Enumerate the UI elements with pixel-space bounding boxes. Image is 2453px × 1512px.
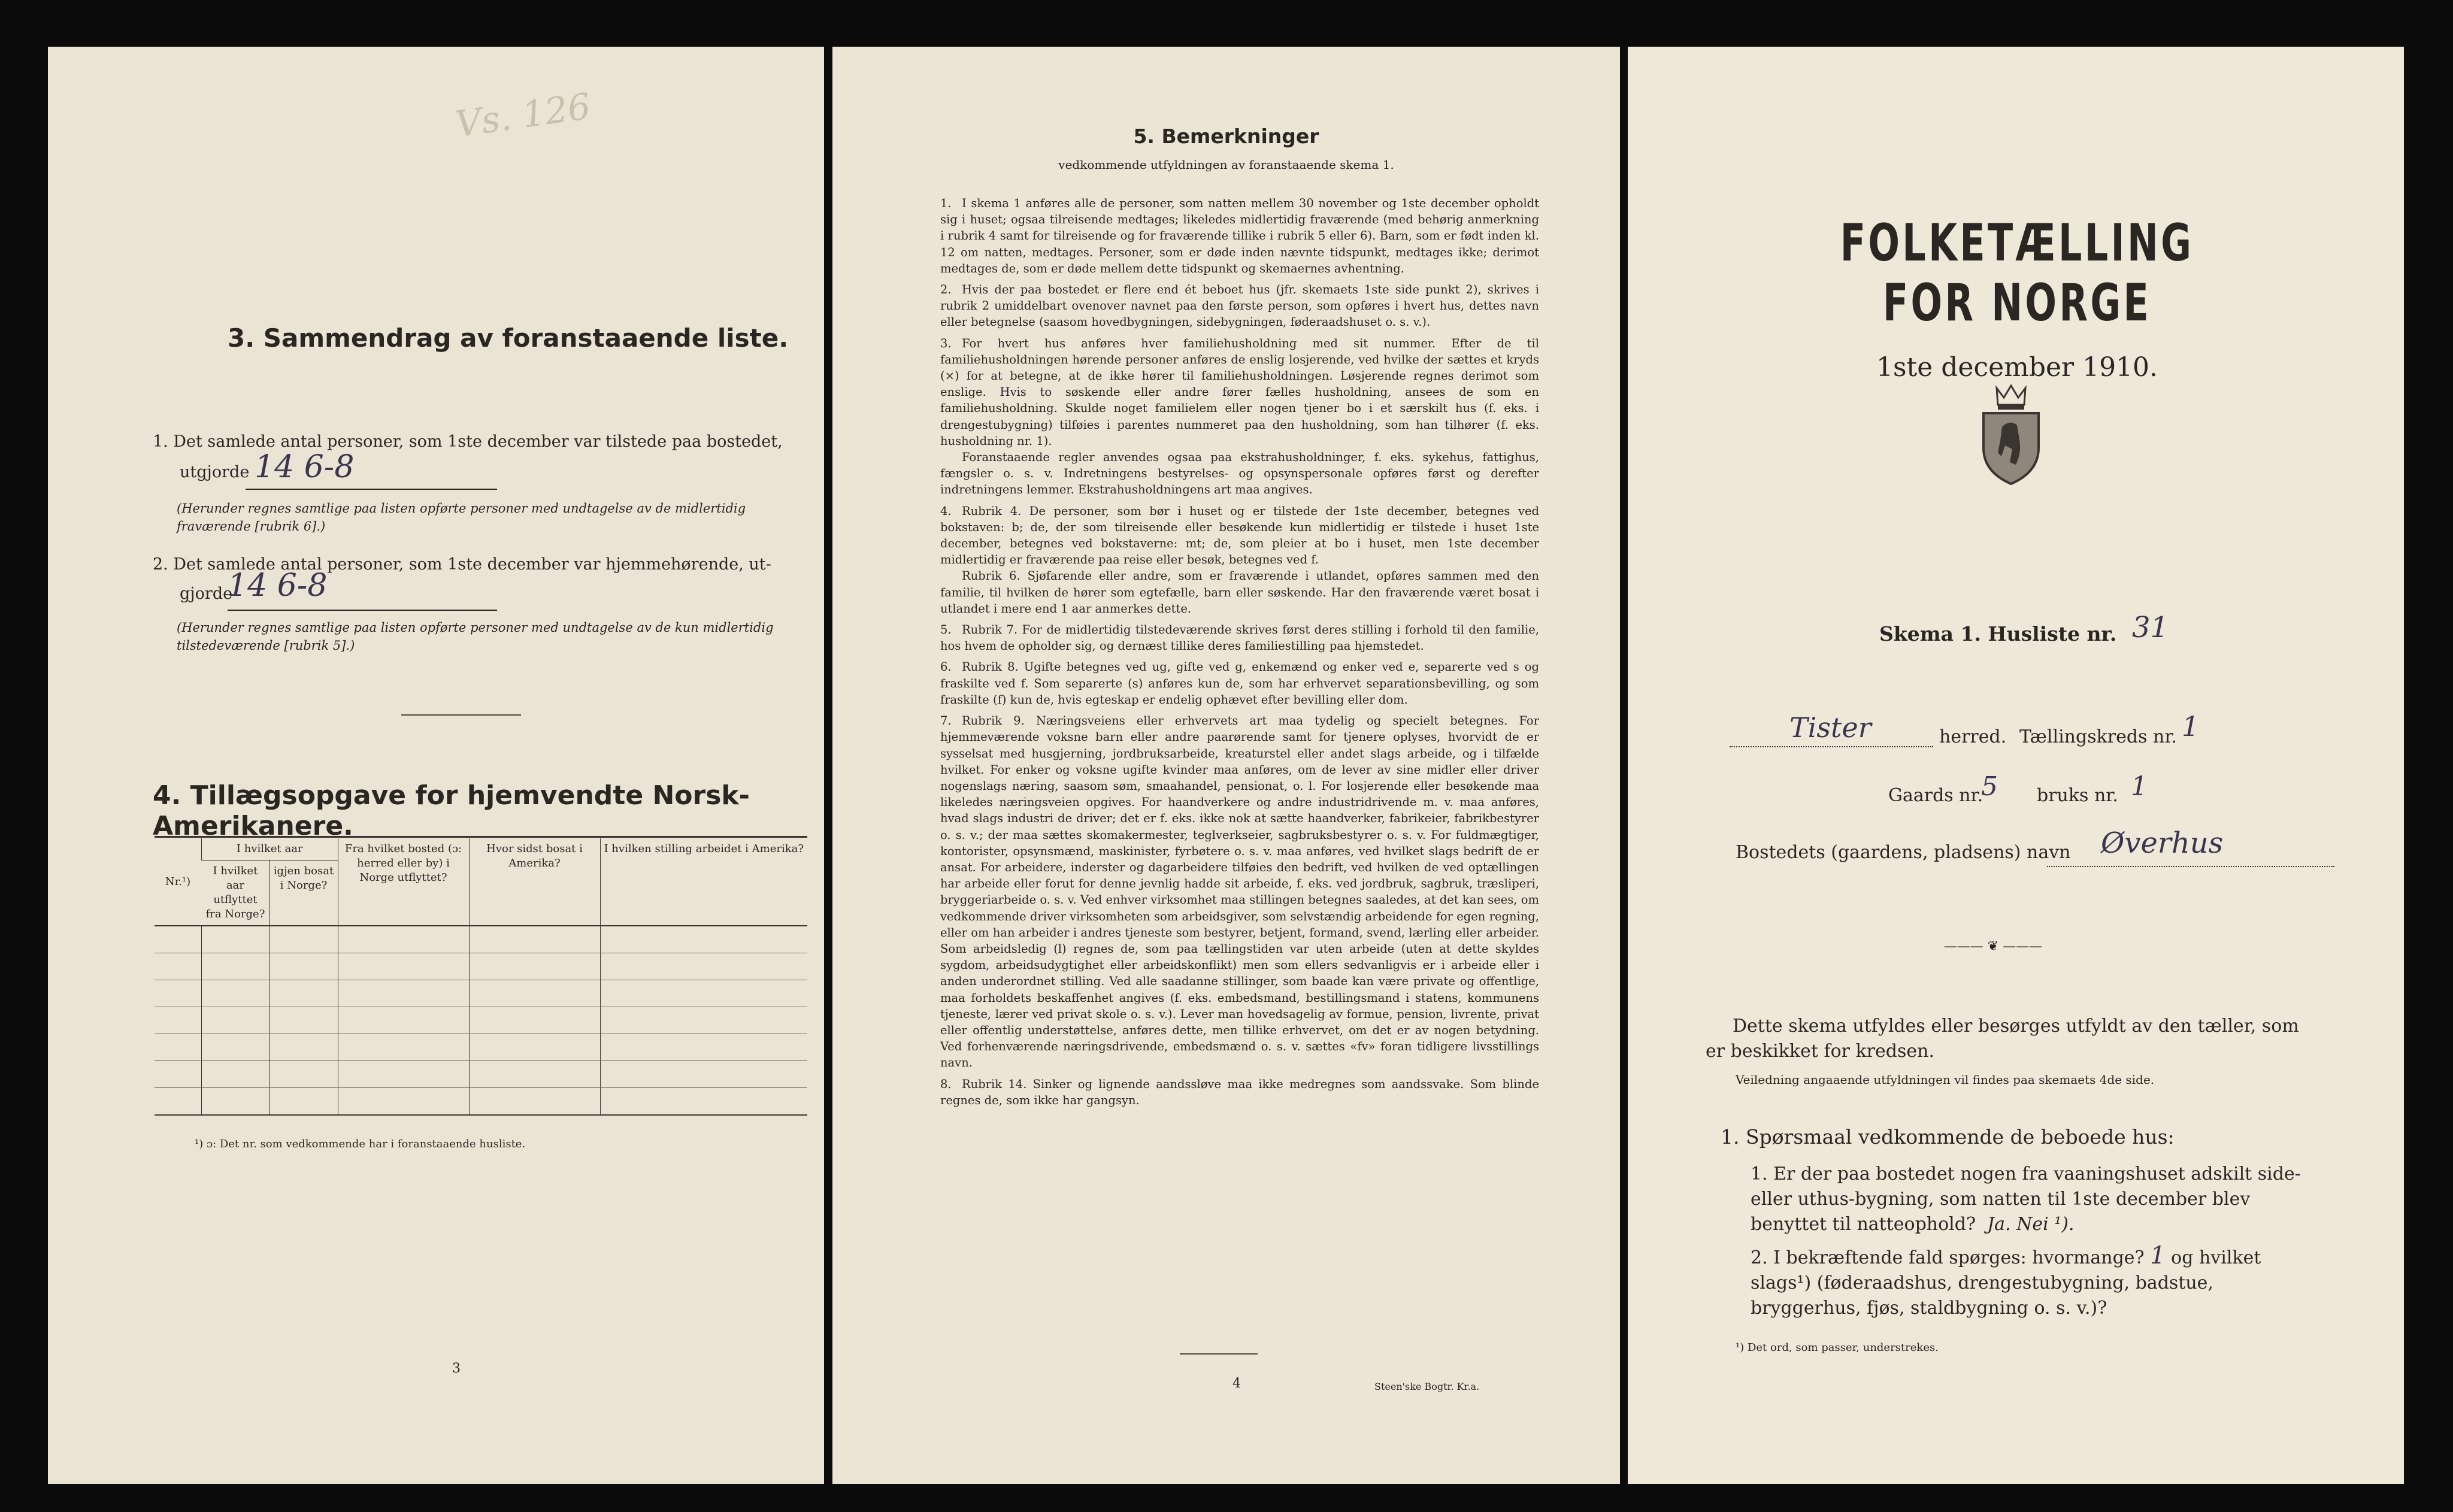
page-right — [1628, 47, 2404, 1484]
paragraph-2: 2. Hvis der paa bostedet er flere end ét beboet hus (jfr. skemaets 1ste side punkt 2), skrives i rubrik 2 umiddelbart ovenover navnet paa den første person, som opføres i hvert hus, dettes navn eller betegnelse (saasom hovedbygningen, sidebygningen, føderaadshuset o. s. v.). — [940, 283, 1539, 329]
paragraph-1: 1. I skema 1 anføres alle de personer, som natten mellem 30 november og 1ste december opholdt sig i huset; ogsaa tilreisende medtages; likeledes midlertidig fraværende (med behørig anmerkning i rubrik 4 samt for tilreisende og for fraværende tillike i rubrik 5 eller 6). Barn, som er født inden kl. 12 om natten, medtages. Personer, som er døde inden nævnte tidspunkt, medtages ikke; derimot medtages de, som er døde mellem dette tidspunkt og skemaernes avhentning. — [940, 196, 1539, 275]
item-1-value: 14 6-8 — [255, 449, 355, 485]
col-group-aar: I hvilket aar — [202, 838, 338, 860]
bemerkninger-body — [940, 195, 1539, 1108]
paragraph-3b: Foranstaaende regler anvendes ogsaa paa ekstrahusholdninger, f. eks. sykehus, fattighus, fængsler o. s. v. Indretningens bestyrelses- og opsynspersonale opføres først og derefter indretningens lemmer. Ekstrahusholdningens art maa angives. — [940, 450, 1539, 497]
table-row — [155, 980, 807, 1007]
q2-count: 1 — [2150, 1242, 2166, 1269]
item-2-prefix: gjorde — [180, 584, 233, 603]
schema-label: Skema 1. Husliste nr. — [1879, 622, 2117, 646]
question-2: 2. I bekræftende fald spørges: hvormange? 1 og hvilket slags¹) (føderaadshus, drengestubygning, badstue, bryggerhus, fjøs, staldbygning o. s. v.)? — [1751, 1242, 2261, 1319]
gaards-label: Gaards nr. — [1888, 785, 1983, 806]
herred-value: Tister — [1789, 711, 1871, 744]
table-row — [155, 1034, 807, 1061]
col-nr: Nr.¹) — [155, 838, 202, 926]
bemerkninger-subtitle: vedkommende utfyldningen av foranstaaende skema 1. — [1058, 157, 1394, 172]
intro-text: Dette skema utfyldes eller besørges utfyldt av den tæller, som er beskikket for kredsen. — [1706, 1016, 2299, 1062]
bruks-label: bruks nr. — [2037, 785, 2118, 806]
tellingskreds-value: 1 — [2182, 710, 2200, 743]
norway-coat-of-arms-icon — [1975, 382, 2047, 487]
col-stilling-amerika: I hvilken stilling arbeidet i Amerika? — [600, 838, 807, 926]
bosted-line — [2047, 866, 2334, 867]
herred-line — [1730, 746, 1933, 747]
bemerkninger-title: 5. Bemerkninger — [1133, 125, 1319, 148]
col-igjen-bosat: igjen bosat i Norge? — [269, 860, 338, 926]
divider — [1180, 1353, 1258, 1355]
footnote-right: ¹) Det ord, som passer, understrekes. — [1736, 1341, 1939, 1354]
footnote-left: ¹) ɔ: Det nr. som vedkommende har i foranstaaende husliste. — [195, 1138, 526, 1150]
guidance-text: Veiledning angaaende utfyldningen vil findes paa skemaets 4de side. — [1736, 1072, 2155, 1087]
item-1-note: (Herunder regnes samtlige paa listen opførte personer med undtagelse av de midlertidig fraværende [rubrik 6].) — [177, 501, 746, 534]
table-row — [155, 1007, 807, 1034]
tellingskreds-label: Tællingskreds nr. — [2019, 726, 2177, 747]
question-1: 1. Er der paa bostedet nogen fra vaaningshuset adskilt side- eller uthus-bygning, som natten til 1ste december blev benyttet til natteophold? Ja. Nei ¹). — [1751, 1163, 2301, 1235]
item-2-text: 2. Det samlede antal personer, som 1ste december var hjemmehørende, ut- — [153, 555, 771, 574]
gaards-value: 5 — [1981, 771, 1998, 802]
husliste-nr-value: 31 — [2132, 611, 2169, 644]
ornament-divider: ——— ❦ ——— — [1943, 939, 2043, 954]
margin-scribble: Vs. 126 — [453, 85, 593, 146]
table-top-rule — [155, 836, 807, 838]
page-left — [48, 47, 824, 1484]
paragraph-6: 6. Rubrik 8. Ugifte betegnes ved ug, gifte ved g, enkemænd og enker ved e, separerte ved s og fraskilte ved f. Som separerte (s) anføres kun de, som har erhvervet separationsbevilling, og som fraskilte (f) kun de, hvis egteskap er endelig ophævet efter bevilling eller dom. — [940, 660, 1539, 707]
col-bosat-amerika: Hvor sidst bosat i Amerika? — [469, 838, 600, 926]
table-row — [155, 953, 807, 980]
paragraph-8: 8. Rubrik 14. Sinker og lignende aandssløve maa ikke medregnes som aandssvake. Som blinde regnes de, som ikke har gangsyn. — [940, 1077, 1539, 1107]
bruks-value: 1 — [2131, 771, 2148, 802]
page-middle — [832, 47, 1620, 1484]
divider — [401, 714, 521, 716]
item-2-note: (Herunder regnes samtlige paa listen opførte personer med undtagelse av de kun midlertidig tilstedeværende [rubrik 5].) — [177, 620, 774, 653]
paragraph-7: 7. Rubrik 9. Næringsveiens eller erhvervets art maa tydelig og specielt betegnes. For hjemmeværende voksne barn eller andre paarørende samt for tjenere oplyses, hvorvidt de er sysselsat med husgjerning, jordbruksarbeide, kreaturstel eller andet slags arbeide, og i tilfælde hvilket. For enker og voksne ugifte kvinder maa anføres, om de lever av sine midler eller driver nogenslags næring, saasom søm, smaahandel, pensionat, o. l. For losjerende eller besøkende maa likeledes næringsveien opgives. For haandverkere og andre industridrivende m. v. maa anføres, hvad slags industri de driver; det er f. eks. ikke nok at sætte haandverker, fabrikeier, fabrikbestyrer o. s. v.; der maa sættes skomakermester, teglverkseier, sagbruksbestyrer o. s. v. For fuldmægtiger, kontorister, opsynsmænd, maskinister, fyrbøtere o. s. v. maa anføres, ved hvilket slags bedrift de er ansat. For arbeidere, inderster og dagarbeidere tilføies den bedrift, ved hvilken de ved optællingen har arbeide eller forut for denne jevnlig hadde sit arbeide, f. eks. ved jordbruk, sagbruk, træsliperi, bryggeriarbeide o. s. v. Ved enhver virksomhet maa stillingen betegnes saaledes, at det kan sees, om vedkommende driver virksomheten som arbeidsgiver, som selvstændig arbeidende for egen regning, eller om han arbeider i andres tjeneste som bestyrer, betjent, formand, svend, lærling eller arbeider. Som arbeidsledig (l) regnes de, som paa tællingstiden var uten arbeide (uten at dette skyldes sygdom, arbeidsudygtighet eller arbeidskonflikt) men som ellers sedvanligvis er i arbeide eller i anden underordnet stilling. Ved alle saadanne stillinger, som baade kan være private og offentlige, maa forholdets beskaffenhet angives (f. eks. embedsmand, bestillingsmand i statens, kommunens tjeneste, lærer ved privat skole o. s. v.). Lever man hovedsagelig av formue, pension, livrente, privat eller offentlig understøttelse, anføres dette, men tillike erhvervet, om det er av nogen betydning. Ved forhenværende næringsdrivende, embedsmænd o. s. v. sættes «fv» foran tidligere livsstillings navn. — [940, 714, 1539, 1070]
paragraph-4: 4. Rubrik 4. De personer, som bør i huset og er tilstede der 1ste december, betegnes ved bokstaven: b; de, der som tilreisende eller besøkende kun midlertidig er tilstede i huset 1ste december, betegnes ved bokstaverne: mt; de, som pleier at bo i huset, men 1ste december midlertidig er fraværende paa reise eller besøk, betegnes ved f. — [940, 504, 1539, 567]
herred-label: herred. — [1939, 726, 2007, 747]
bosted-value: Øverhus — [2101, 826, 2224, 860]
col-bosted-norge: Fra hvilket bosted (ɔ: herred eller by) i Norge utflyttet? — [338, 838, 469, 926]
paragraph-3: 3. For hvert hus anføres hver familiehusholdning med sit nummer. Efter de til familiehusholdningen hørende personer anføres de enslig losjerende, ved hvilke der sættes et kryds (×) for at betegne, at de ikke hører til familiehusholdningen. Løsjerende regnes derimot som enslige. Hvis to søskende eller andre fører fælles husholdning, ansees de som en familiehusholdning. Skulde noget familielem eller nogen tjener bo i et særskilt hus (f. eks. i drengestubygning) tilføies i parentes nummeret paa den husholdning, som han tilhører (f. eks. husholdning nr. 1). — [940, 336, 1539, 448]
item-2-underline — [228, 610, 497, 611]
section-4-title: 4. Tillægsopgave for hjemvendte Norsk-Amerikanere. — [153, 780, 750, 841]
item-1-text: 1. Det samlede antal personer, som 1ste december var tilstede paa bostedet, — [153, 432, 783, 451]
page-number-middle: 4 — [1232, 1376, 1241, 1391]
page-number-left: 3 — [452, 1361, 461, 1376]
paragraph-4b: Rubrik 6. Sjøfarende eller andre, som er fraværende i utlandet, opføres sammen med den familie, til hvilken de hører som egtefælle, barn eller søskende. Har den fraværende været bosat i utlandet i mere end 1 aar anmerkes dette. — [940, 569, 1539, 616]
questions-title: 1. Spørsmaal vedkommende de beboede hus: — [1721, 1125, 2175, 1149]
printer-imprint: Steen'ske Bogtr. Kr.a. — [1374, 1381, 1480, 1392]
table-row — [155, 1061, 807, 1088]
col-utflyttet: I hvilket aar utflyttet fra Norge? — [202, 860, 270, 926]
item-1-underline — [246, 489, 497, 490]
paragraph-5: 5. Rubrik 7. For de midlertidig tilstedeværende skrives først deres stilling i forhold til den familie, hos hvem de opholder sig, og dernæst tillike deres familiestilling paa hjemstedet. — [940, 623, 1539, 653]
table-row — [155, 926, 807, 953]
bosted-label: Bostedets (gaardens, pladsens) navn — [1736, 842, 2071, 863]
section-3-title: 3. Sammendrag av foranstaaende liste. — [228, 323, 789, 353]
table-row — [155, 1088, 807, 1116]
item-2-value: 14 6-8 — [228, 568, 328, 604]
census-date: 1ste december 1910. — [1876, 352, 2158, 383]
norsk-amerikanere-table — [155, 838, 807, 1116]
item-1-prefix: utgjorde — [180, 463, 250, 481]
census-title: FOLKETÆLLING FOR NORGE — [1840, 213, 2194, 333]
